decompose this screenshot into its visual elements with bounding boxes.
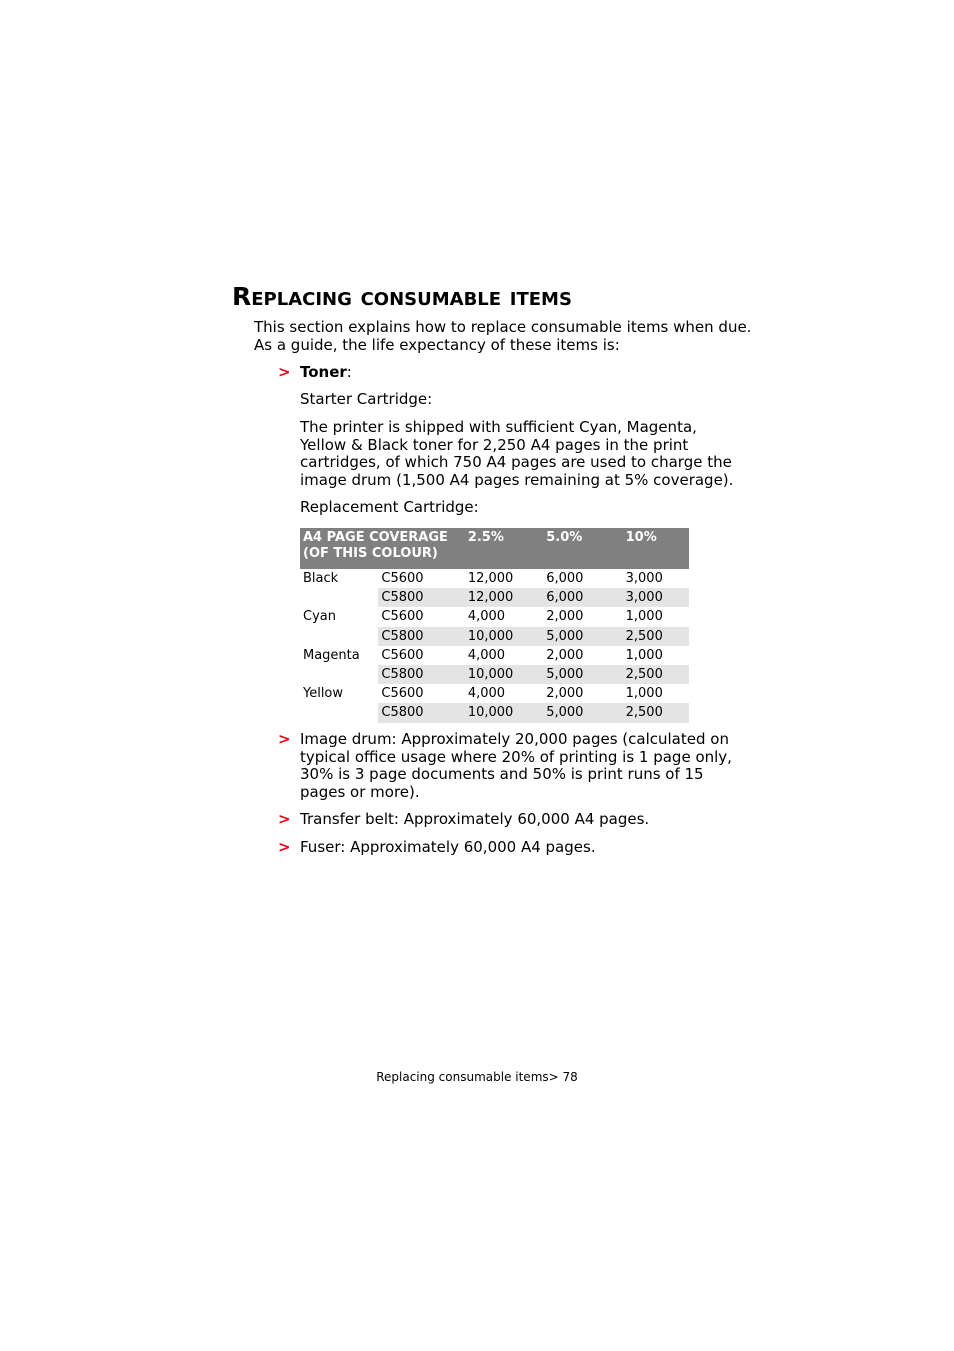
header-coverage-line: (OF THIS COLOUR) <box>303 546 438 561</box>
bullet-arrow-icon: > <box>278 730 291 748</box>
table-row <box>300 665 689 684</box>
toner-yield-table <box>300 528 689 723</box>
text-line: image drum (1,500 A4 pages remaining at 5% coverage). <box>300 470 734 489</box>
replacement-cartridge-label: Replacement Cartridge: <box>300 498 479 516</box>
text-line: The printer is shipped with sufficient Cyan, Magenta, <box>300 418 697 436</box>
text-line: Yellow & Black toner for 2,250 A4 pages in the print <box>300 435 689 454</box>
table-cell: C5800 <box>378 588 464 607</box>
bullet-arrow-icon: > <box>278 363 291 381</box>
image-drum-text <box>300 731 740 801</box>
table-cell <box>300 627 378 646</box>
table-cell <box>300 588 378 607</box>
table-cell: 6,000 <box>546 571 584 586</box>
table-row <box>300 684 689 703</box>
table-cell: C5600 <box>381 571 424 586</box>
intro-paragraph <box>254 318 752 354</box>
intro-line: This section explains how to replace consumable items when due. <box>254 318 752 336</box>
text-line: typical office usage where 20% of printing is 1 page only, <box>300 747 732 766</box>
text-line: pages or more). <box>300 782 420 801</box>
table-cell: C5800 <box>378 703 464 722</box>
text-line: cartridges, of which 750 A4 pages are used to charge the <box>300 453 732 471</box>
starter-cartridge-label: Starter Cartridge: <box>300 390 433 408</box>
table-row <box>300 627 689 646</box>
table-cell <box>300 703 378 722</box>
bullet-arrow-icon: > <box>278 838 291 856</box>
table-cell: 4,000 <box>467 647 506 663</box>
table-cell: C5600 <box>381 609 424 625</box>
table-cell: 12,000 <box>467 571 514 586</box>
transfer-belt-text: Transfer belt: Approximately 60,000 A4 pages. <box>300 810 650 828</box>
table-row <box>300 569 689 588</box>
table-cell: 10,000 <box>465 703 543 722</box>
table-row <box>300 607 689 626</box>
table-cell: 1,000 <box>625 686 663 702</box>
header-10-percent: 10% <box>623 528 689 569</box>
text-line: Image drum: Approximately 20,000 pages (calculated on <box>300 730 729 748</box>
header-5-0-percent: 5.0% <box>543 528 622 569</box>
table-header-row <box>300 528 689 569</box>
table-cell: Black <box>303 571 339 586</box>
page-title: Replacing consumable items <box>232 282 572 311</box>
table-cell: 2,000 <box>546 686 584 702</box>
table-cell: C5600 <box>381 647 424 663</box>
table-cell: Cyan <box>303 609 336 625</box>
text-line: 30% is 3 page documents and 50% is print runs of 15 <box>300 765 704 783</box>
table-row <box>300 646 689 665</box>
table-cell: 2,500 <box>623 665 689 684</box>
header-coverage-line: A4 PAGE COVERAGE <box>303 530 448 545</box>
toner-colon: : <box>346 363 352 381</box>
table-cell: 2,500 <box>623 627 689 646</box>
table-cell: 2,000 <box>546 609 584 625</box>
bullet-arrow-icon: > <box>278 810 291 828</box>
fuser-text: Fuser: Approximately 60,000 A4 pages. <box>300 838 596 856</box>
table-cell: 4,000 <box>467 609 506 625</box>
table-cell: 10,000 <box>465 665 543 684</box>
table-cell: 1,000 <box>625 647 663 663</box>
table-cell: C5600 <box>381 686 424 702</box>
toner-heading <box>300 364 740 382</box>
table-cell: 10,000 <box>465 627 543 646</box>
table-cell: C5800 <box>378 665 464 684</box>
table-cell: 3,000 <box>625 571 663 586</box>
table-cell: 5,000 <box>543 627 622 646</box>
table-cell: C5800 <box>378 627 464 646</box>
header-2-5-percent: 2.5% <box>465 528 543 569</box>
table-cell: Magenta <box>303 647 360 663</box>
table-cell <box>300 665 378 684</box>
table-cell: 12,000 <box>465 588 543 607</box>
starter-cartridge-text <box>300 419 740 489</box>
table-cell: Yellow <box>303 686 344 702</box>
toner-label: Toner <box>300 363 347 381</box>
table-cell: 1,000 <box>625 609 663 625</box>
header-coverage <box>300 528 465 569</box>
table-cell: 5,000 <box>543 703 622 722</box>
table-row <box>300 703 689 722</box>
page-footer: Replacing consumable items> 78 <box>376 1070 578 1084</box>
table-cell: 2,500 <box>623 703 689 722</box>
table-row <box>300 588 689 607</box>
table-cell: 6,000 <box>543 588 622 607</box>
table-cell: 3,000 <box>623 588 689 607</box>
table-cell: 5,000 <box>543 665 622 684</box>
table-cell: 4,000 <box>467 686 506 702</box>
table-cell: 2,000 <box>546 647 584 663</box>
intro-line: As a guide, the life expectancy of these items is: <box>254 335 620 354</box>
